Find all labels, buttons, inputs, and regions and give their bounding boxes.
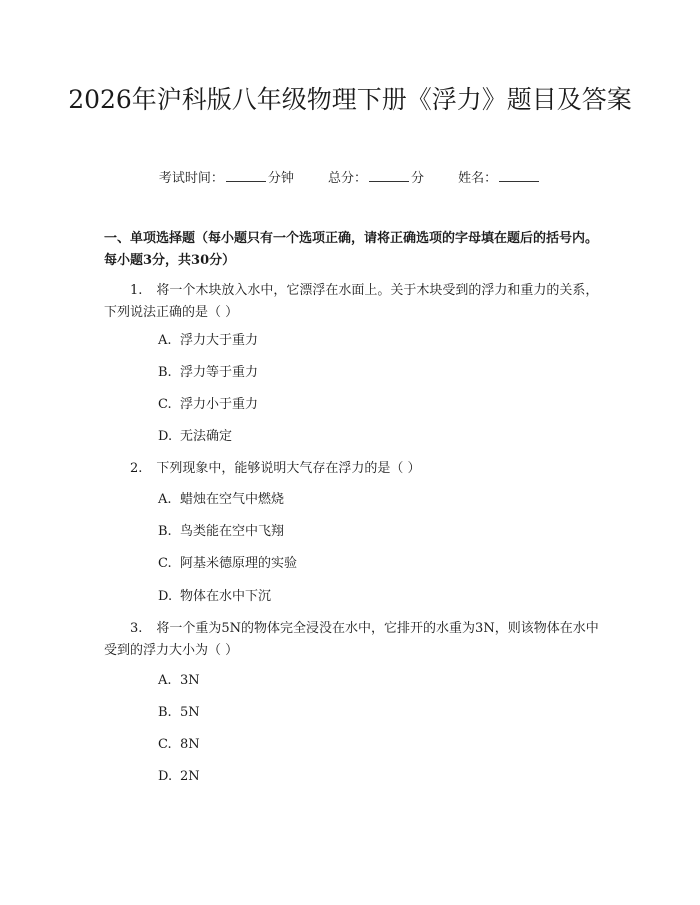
option-letter: C. (158, 737, 172, 752)
option-text: 浮力小于重力 (180, 397, 259, 412)
question-2-option-d (158, 587, 271, 607)
question-3-option-b (158, 703, 200, 723)
exam-time-label: 考试时间： (158, 171, 224, 186)
option-text: 无法确定 (180, 429, 233, 444)
question-3 (104, 618, 600, 662)
option-text: 鸟类能在空中飞翔 (180, 524, 285, 539)
option-letter: A. (158, 492, 172, 507)
question-2-option-b (158, 522, 284, 542)
exam-time-blank (226, 168, 266, 182)
option-text: 5N (180, 705, 200, 720)
option-letter: A. (158, 673, 172, 688)
total-score-label: 总分： (327, 171, 367, 186)
section-heading: 一、单项选择题（每小题只有一个选项正确，请将正确选项的字母填在题后的括号内。每小题3分，共30分） (104, 231, 599, 268)
total-score-unit: 分 (411, 171, 425, 186)
document-title: 2026年沪科版八年级物理下册《浮力》题目及答案 (68, 85, 632, 114)
option-text: 2N (180, 769, 200, 784)
exam-time-unit: 分钟 (267, 171, 294, 186)
exam-info-line (0, 168, 700, 189)
option-letter: D. (158, 589, 173, 604)
question-3-option-c (158, 735, 200, 755)
option-text: 蜡烛在空气中燃烧 (180, 492, 285, 507)
option-letter: B. (158, 365, 172, 380)
option-text: 浮力等于重力 (180, 365, 259, 380)
option-letter: A. (158, 333, 172, 348)
option-text: 阿基米德原理的实验 (180, 556, 298, 571)
option-letter: D. (158, 429, 173, 444)
name-label: 姓名： (458, 171, 498, 186)
name-blank (499, 168, 539, 182)
total-score-blank (369, 168, 409, 182)
option-text: 浮力大于重力 (180, 333, 259, 348)
question-1-option-c (158, 395, 258, 415)
question-text: 下列现象中，能够说明大气存在浮力的是（ ） (156, 461, 421, 476)
question-2-option-a (158, 490, 284, 510)
exam-time-field (159, 168, 294, 189)
total-score-field (328, 168, 424, 189)
question-number: 2. (130, 461, 143, 476)
question-1-option-b (158, 363, 258, 383)
option-text: 3N (180, 673, 200, 688)
question-2-option-c (158, 554, 297, 574)
question-3-option-a (158, 671, 200, 691)
option-text: 物体在水中下沉 (180, 589, 272, 604)
question-2 (104, 458, 600, 480)
option-letter: B. (158, 524, 172, 539)
option-letter: C. (158, 397, 172, 412)
question-number: 3. (130, 621, 143, 636)
option-letter: D. (158, 769, 173, 784)
question-1-option-d (158, 427, 232, 447)
question-text: 将一个木块放入水中，它漂浮在水面上。关于木块受到的浮力和重力的关系，下列说法正确的是（ ） (104, 283, 599, 320)
question-1-option-a (158, 331, 258, 351)
question-text: 将一个重为5N的物体完全浸没在水中，它排开的水重为3N，则该物体在水中受到的浮力大小为（ ） (104, 621, 599, 658)
option-letter: C. (158, 556, 172, 571)
question-number: 1. (130, 283, 143, 298)
question-3-option-d (158, 767, 200, 787)
option-letter: B. (158, 705, 172, 720)
option-text: 8N (180, 737, 200, 752)
name-field (458, 168, 541, 189)
question-1 (104, 280, 600, 324)
